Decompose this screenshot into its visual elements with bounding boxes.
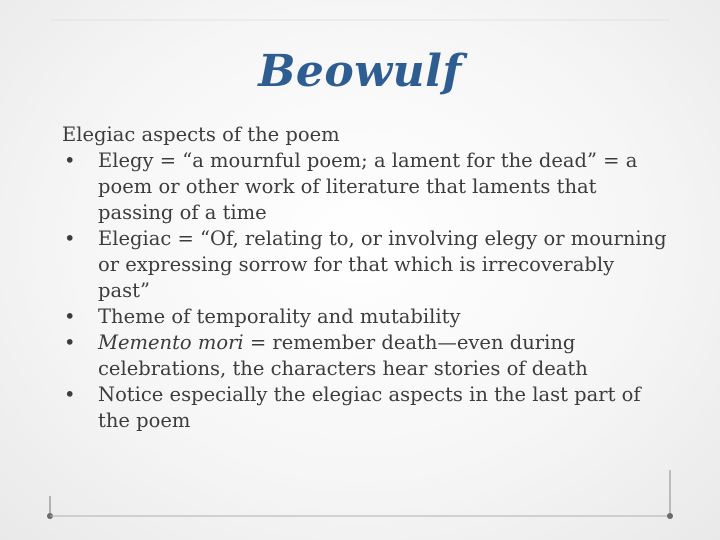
list-item <box>62 304 672 330</box>
bullet-icon: • <box>64 383 76 406</box>
bullet-text: Theme of temporality and mutability <box>98 305 461 328</box>
frame-right-dot <box>667 513 673 519</box>
list-item <box>62 148 672 226</box>
list-item <box>62 330 672 382</box>
list-item <box>62 226 672 304</box>
list-item <box>62 382 672 434</box>
slide-body <box>62 122 672 434</box>
bullet-text: Elegiac = “Of, relating to, or involving elegy or mourning or expressing sorrow for that which is irrecoverably past” <box>98 227 667 302</box>
bullet-list <box>62 148 672 434</box>
bullet-text: Elegy = “a mournful poem; a lament for the dead” = a poem or other work of literature that laments that passing of a time <box>98 149 638 224</box>
frame-left-dot <box>47 513 53 519</box>
bullet-lead: Memento mori <box>98 331 244 354</box>
bullet-icon: • <box>64 305 76 328</box>
bullet-icon: • <box>64 331 76 354</box>
bullet-icon: • <box>64 149 76 172</box>
bullet-icon: • <box>64 227 76 250</box>
intro-line: Elegiac aspects of the poem <box>62 123 340 146</box>
bullet-text: = remember death—even during celebrations, the characters hear stories of death <box>98 331 588 380</box>
bullet-text: Notice especially the elegiac aspects in the last part of the poem <box>98 383 641 432</box>
slide-title: Beowulf <box>258 46 462 97</box>
